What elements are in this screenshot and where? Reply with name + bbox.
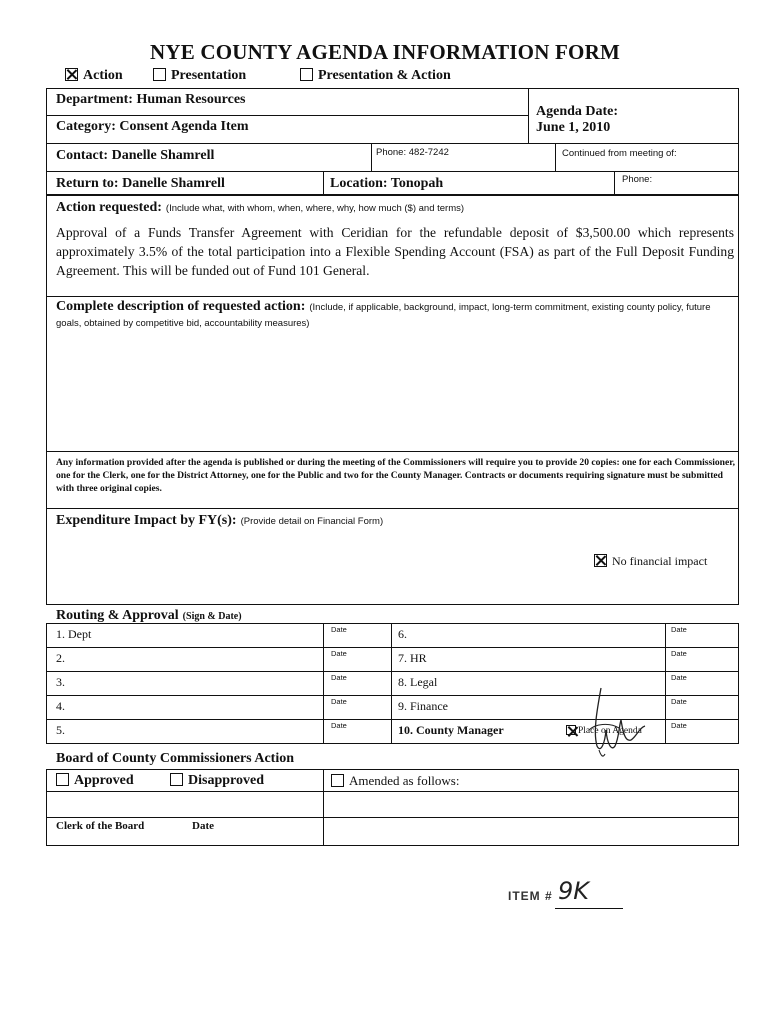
category: Category: Consent Agenda Item [56, 119, 249, 134]
action-option[interactable]: Action [65, 68, 123, 84]
routing-date-label: Date [331, 697, 347, 706]
routing-row-6-label: 6. [398, 627, 407, 641]
contact: Contact: Danelle Shamrell [56, 148, 215, 163]
expenditure-header [56, 511, 383, 529]
place-on-agenda[interactable]: Place on Agenda [566, 725, 642, 736]
action-requested-label: Action requested: [56, 200, 162, 215]
routing-row-1-label: 1. Dept [56, 627, 92, 641]
clerk-of-board-label: Clerk of the Board [56, 820, 145, 832]
routing-row-7-label: 7. HR [398, 651, 427, 665]
routing-title: Routing & Approval [56, 608, 179, 623]
copies-notice: Any information provided after the agenda is published or during the meeting of the Commissioners will require you to provide 20 copies: one for each Commissioner, one for the Clerk, one for the District Attorney, one for the Public and two for the County Manager. Contracts or documents requiring signature must be submitted with three original copies. [56, 457, 736, 494]
item-number-value: 9K [558, 877, 590, 905]
routing-row-8-label: 8. Legal [398, 675, 438, 689]
routing-date-label: Date [331, 673, 347, 682]
expenditure-label: Expenditure Impact by FY(s): [56, 513, 237, 528]
amended-option[interactable]: Amended as follows: [331, 773, 459, 789]
form-title: NYE COUNTY AGENDA INFORMATION FORM [150, 40, 620, 64]
agenda-date-value: June 1, 2010 [536, 120, 611, 135]
department: Department: Human Resources [56, 92, 246, 107]
approved-checkbox[interactable] [56, 773, 69, 786]
continued-from: Continued from meeting of: [562, 148, 677, 159]
routing-date-label: Date [331, 649, 347, 658]
routing-date-label: Date [671, 721, 687, 730]
phone: Phone: 482-7242 [376, 147, 449, 158]
no-financial-impact[interactable]: No financial impact [594, 554, 707, 569]
action-requested-header [56, 198, 464, 216]
description-hint: (Include, if applicable, background, impact, long-term commitment, existing county policy, future goals, obtained by competitive bid, accountability measures) [56, 302, 711, 329]
action-checkbox[interactable] [65, 68, 78, 81]
routing-date-label: Date [331, 625, 347, 634]
description-label: Complete description of requested action: [56, 299, 306, 314]
agenda-date-label: Agenda Date: [536, 104, 619, 119]
routing-date-label: Date [671, 673, 687, 682]
routing-row-9-label: 9. Finance [398, 699, 448, 713]
approved-option[interactable]: Approved [56, 773, 134, 789]
routing-header [56, 606, 242, 624]
routing-row-5-label: 5. [56, 723, 65, 737]
clerk-date-label: Date [192, 820, 214, 832]
routing-date-label: Date [671, 697, 687, 706]
presentation-option[interactable]: Presentation [153, 68, 246, 84]
routing-date-label: Date [331, 721, 347, 730]
board-title: Board of County Commissioners Action [56, 751, 295, 766]
action-requested-text: Approval of a Funds Transfer Agreement with Ceridian for the refundable deposit of $3,500.00 which represents approximately 3.5% of the total participation into a Flexible Spending Account (FSA) as part of the Full Deposit Funding Agreement. This will be funded out of Fund 101 General. [56, 225, 734, 278]
return-to: Return to: Danelle Shamrell [56, 176, 225, 191]
phone2: Phone: [622, 174, 653, 185]
expenditure-hint: (Provide detail on Financial Form) [240, 516, 384, 527]
routing-subtitle: (Sign & Date) [182, 611, 242, 622]
county-manager-signature [575, 680, 665, 760]
presentation-action-option[interactable]: Presentation & Action [300, 68, 451, 84]
amended-checkbox[interactable] [331, 774, 344, 787]
routing-date-label: Date [671, 649, 687, 658]
action-requested-hint: (Include what, with whom, when, where, why, how much ($) and terms) [165, 203, 465, 214]
location: Location: Tonopah [330, 176, 444, 191]
routing-row-2-label: 2. [56, 651, 65, 665]
presentation-action-checkbox[interactable] [300, 68, 313, 81]
item-number-label: ITEM # [508, 889, 553, 903]
no-financial-impact-checkbox[interactable] [594, 554, 607, 567]
description-header [56, 299, 736, 331]
routing-row-4-label: 4. [56, 699, 65, 713]
routing-row-10-label: 10. County Manager [398, 723, 504, 737]
disapproved-checkbox[interactable] [170, 773, 183, 786]
presentation-checkbox[interactable] [153, 68, 166, 81]
routing-date-label: Date [671, 625, 687, 634]
routing-row-3-label: 3. [56, 675, 65, 689]
disapproved-option[interactable]: Disapproved [170, 773, 264, 789]
